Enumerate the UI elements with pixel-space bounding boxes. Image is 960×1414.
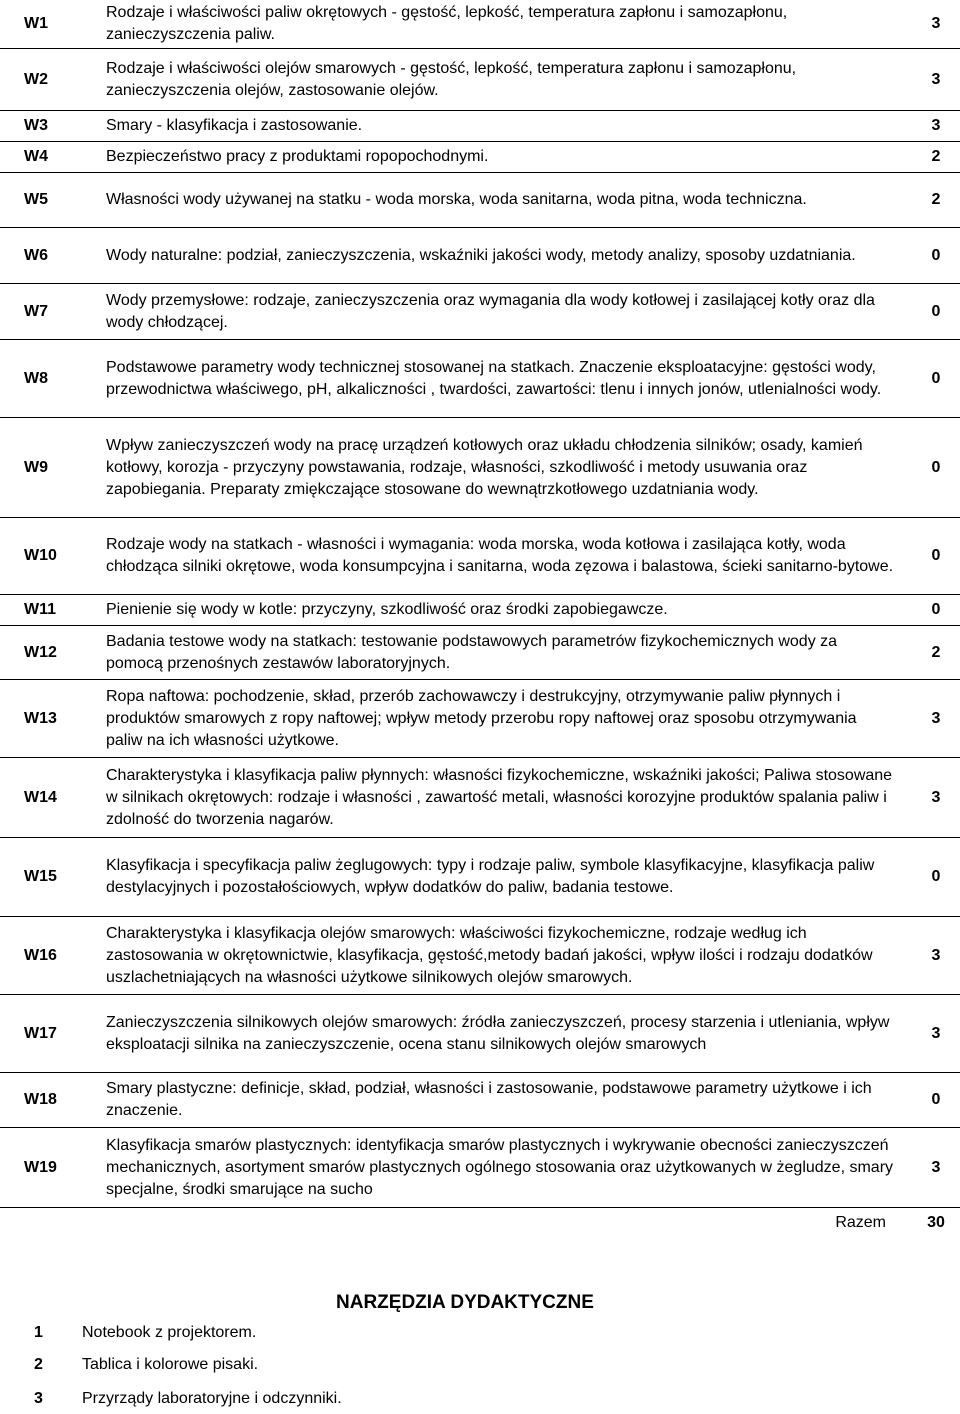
table-row [0, 173, 960, 228]
topic-hours: 2 [916, 626, 960, 680]
total-row [0, 1208, 960, 1239]
topic-hours: 0 [916, 228, 960, 284]
topic-text: Klasyfikacja smarów plastycznych: identyfikacja smarów plastycznych i wykrywanie obecności zanieczyszczeń mechanicznych, asortyment smarów plastycznych ogólnego stosowania oraz użytkowanych w żegludze, smary specjalne, środki smarujące na sucho [94, 1128, 916, 1208]
table-row [0, 917, 960, 995]
topic-code: W19 [0, 1128, 94, 1208]
topic-code: W17 [0, 995, 94, 1073]
tool-text: Notebook z projektorem. [82, 1324, 257, 1341]
table-row [0, 49, 960, 111]
table-row [0, 340, 960, 418]
topic-code: W5 [0, 173, 94, 228]
topic-hours: 0 [916, 418, 960, 518]
topic-text: Pienienie się wody w kotle: przyczyny, szkodliwość oraz środki zapobiegawcze. [94, 595, 916, 626]
table-row [0, 680, 960, 758]
topic-code: W1 [0, 0, 94, 49]
table-row [0, 838, 960, 917]
topic-text: Ropa naftowa: pochodzenie, skład, przerób zachowawczy i destrukcyjny, otrzymywanie paliw płynnych i produktów smarowych z ropy naftowej; wpływ metody przerobu ropy naftowej oraz sposobu otrzymywania paliw na ich własności użytkowe. [94, 680, 916, 758]
topic-text: Klasyfikacja i specyfikacja paliw żeglugowych: typy i rodzaje paliw, symbole klasyfikacyjne, klasyfikacja paliw destylacyjnych i pozostałościowych, wpływ dodatków do paliw, badania testowe. [94, 838, 916, 917]
topic-text: Charakterystyka i klasyfikacja paliw płynnych: własności fizykochemiczne, wskaźniki jakości; Paliwa stosowane w silnikach okrętowych: rodzaje i własności , zawartość metali, własności korozyjne produktów spalania paliw i zdolność do tworzenia nagarów. [94, 758, 916, 838]
topic-code: W16 [0, 917, 94, 995]
tools-heading: NARZĘDZIA DYDAKTYCZNE [336, 1292, 594, 1313]
topic-hours: 0 [916, 838, 960, 917]
table-row [0, 518, 960, 595]
topic-text: Smary plastyczne: definicje, skład, podział, własności i zastosowanie, podstawowe parametry użytkowe i ich znaczenie. [94, 1073, 916, 1128]
topic-code: W12 [0, 626, 94, 680]
topic-hours: 3 [916, 1128, 960, 1208]
topic-hours: 3 [916, 49, 960, 111]
tool-number: 1 [34, 1324, 43, 1341]
topic-text: Podstawowe parametry wody technicznej stosowanej na statkach. Znaczenie eksploatacyjne: gęstości wody, przewodnictwa właściwego, pH, alkaliczności , twardości, zawartości: tlenu i innych jonów, utlenialności wody. [94, 340, 916, 418]
topic-code: W7 [0, 284, 94, 340]
topic-text: Wody naturalne: podział, zanieczyszczenia, wskaźniki jakości wody, metody analizy, sposoby uzdatniania. [94, 228, 916, 284]
topic-hours: 3 [916, 995, 960, 1073]
table-row [0, 284, 960, 340]
table-row [0, 626, 960, 680]
topic-hours: 0 [916, 518, 960, 595]
tool-number: 3 [34, 1390, 43, 1407]
table-row [0, 111, 960, 142]
table-row [0, 1073, 960, 1128]
topic-text: Wpływ zanieczyszczeń wody na pracę urządzeń kotłowych oraz układu chłodzenia silników; osady, kamień kotłowy, korozja - przyczyny powstawania, rodzaje, własności, szkodliwość i metody usuwania oraz zapobiegania. Preparaty zmiękczające stosowane do wewnątrzkotłowego uzdatniania wody. [94, 418, 916, 518]
topic-hours: 3 [916, 111, 960, 142]
total-label: Razem [835, 1214, 886, 1231]
topic-text: Wody przemysłowe: rodzaje, zanieczyszczenia oraz wymagania dla wody kotłowej i zasilającej kotły oraz dla wody chłodzącej. [94, 284, 916, 340]
total-value: 30 [927, 1214, 945, 1231]
table-row [0, 1128, 960, 1208]
topic-code: W4 [0, 142, 94, 173]
table-row [0, 0, 960, 49]
tool-text: Tablica i kolorowe pisaki. [82, 1356, 259, 1373]
topic-code: W14 [0, 758, 94, 838]
topic-code: W13 [0, 680, 94, 758]
topic-text: Rodzaje i właściwości olejów smarowych - gęstość, lepkość, temperatura zapłonu i samozapłonu, zanieczyszczenia olejów, zastosowanie olejów. [94, 49, 916, 111]
topic-code: W11 [0, 595, 94, 626]
topic-code: W15 [0, 838, 94, 917]
topic-hours: 0 [916, 340, 960, 418]
topic-hours: 3 [916, 0, 960, 49]
table-row [0, 418, 960, 518]
table-row [0, 995, 960, 1073]
topic-hours: 3 [916, 680, 960, 758]
topic-hours: 2 [916, 173, 960, 228]
topic-code: W10 [0, 518, 94, 595]
topic-hours: 2 [916, 142, 960, 173]
topic-text: Zanieczyszczenia silnikowych olejów smarowych: źródła zanieczyszczeń, procesy starzenia i utleniania, wpływ eksploatacji silnika na zanieczyszczenie, ocena stanu silnikowych olejów smarowych [94, 995, 916, 1073]
table-row [0, 228, 960, 284]
topic-text: Rodzaje wody na statkach - własności i wymagania: woda morska, woda kotłowa i zasilająca kotły, woda chłodząca silniki okrętowe, woda konsumpcyjna i sanitarna, woda zęzowa i balastowa, ścieki sanitarno-bytowe. [94, 518, 916, 595]
topic-hours: 0 [916, 595, 960, 626]
topic-code: W6 [0, 228, 94, 284]
topic-text: Charakterystyka i klasyfikacja olejów smarowych: właściwości fizykochemiczne, rodzaje według ich zastosowania w okrętownictwie, klasyfikacja, gęstość,metody badań jakości, wpływ ilości i rodzaju dodatków uszlachetniających na własności użytkowe silnikowych olejów smarowych. [94, 917, 916, 995]
topic-text: Własności wody używanej na statku - woda morska, woda sanitarna, woda pitna, woda techniczna. [94, 173, 916, 228]
topic-text: Smary - klasyfikacja i zastosowanie. [94, 111, 916, 142]
tool-number: 2 [34, 1356, 43, 1373]
topic-text: Rodzaje i właściwości paliw okrętowych - gęstość, lepkość, temperatura zapłonu i samozapłonu, zanieczyszczenia paliw. [94, 0, 916, 49]
topic-hours: 3 [916, 917, 960, 995]
table-row [0, 142, 960, 173]
topic-code: W2 [0, 49, 94, 111]
topic-text: Bezpieczeństwo pracy z produktami ropopochodnymi. [94, 142, 916, 173]
tool-text: Przyrządy laboratoryjne i odczynniki. [82, 1390, 342, 1407]
topic-text: Badania testowe wody na statkach: testowanie podstawowych parametrów fizykochemicznych wody za pomocą przenośnych zestawów laboratoryjnych. [94, 626, 916, 680]
topic-code: W3 [0, 111, 94, 142]
topic-code: W8 [0, 340, 94, 418]
table-row [0, 758, 960, 838]
topic-hours: 0 [916, 1073, 960, 1128]
topic-code: W18 [0, 1073, 94, 1128]
topic-hours: 0 [916, 284, 960, 340]
topic-hours: 3 [916, 758, 960, 838]
topic-code: W9 [0, 418, 94, 518]
table-row [0, 595, 960, 626]
